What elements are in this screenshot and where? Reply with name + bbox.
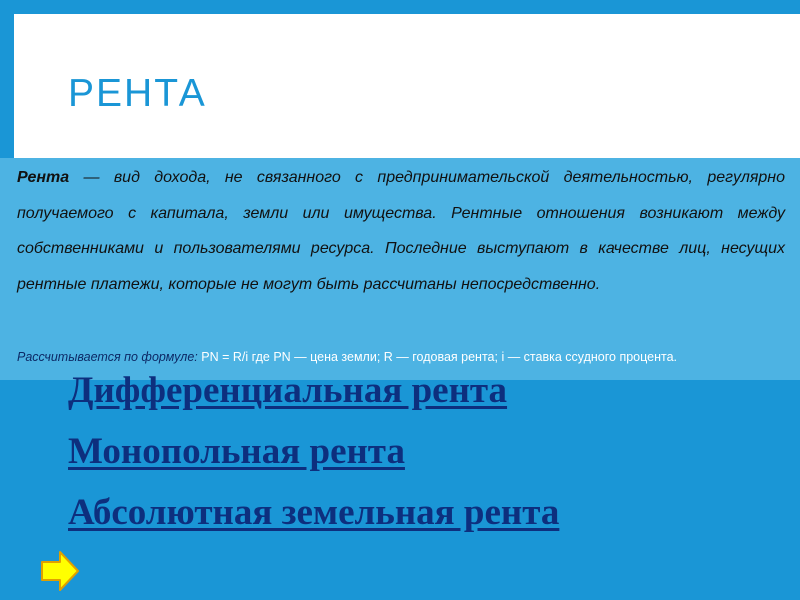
link-monopoly-rent[interactable]: Монопольная рента bbox=[68, 431, 405, 472]
formula-text: PN = R/i где PN — цена земли; R — годовая рента; i — ставка ссудного процента. bbox=[197, 350, 678, 364]
slide-title: РЕНТА bbox=[68, 72, 207, 115]
arrow-right-icon[interactable] bbox=[40, 550, 80, 592]
formula-lead: Рассчитывается по формуле: bbox=[17, 350, 198, 364]
definition-text: — вид дохода, не связанного с предпринимательской деятельностью, регулярно получаемого с капитала, земли или имущества. Рентные отношения возникают между собственниками и пользователями ресурса. Последние выступают в качестве лиц, несущих рентные платежи, которые не могут быть рассчитаны непосредственно. bbox=[17, 169, 785, 293]
rent-types-links bbox=[68, 360, 559, 543]
link-absolute-land-rent[interactable]: Абсолютная земельная рента bbox=[68, 492, 560, 533]
definition-paragraph bbox=[17, 160, 785, 302]
definition-term: Рента bbox=[17, 169, 70, 186]
link-differential-rent[interactable]: Дифференциальная рента bbox=[68, 370, 508, 411]
